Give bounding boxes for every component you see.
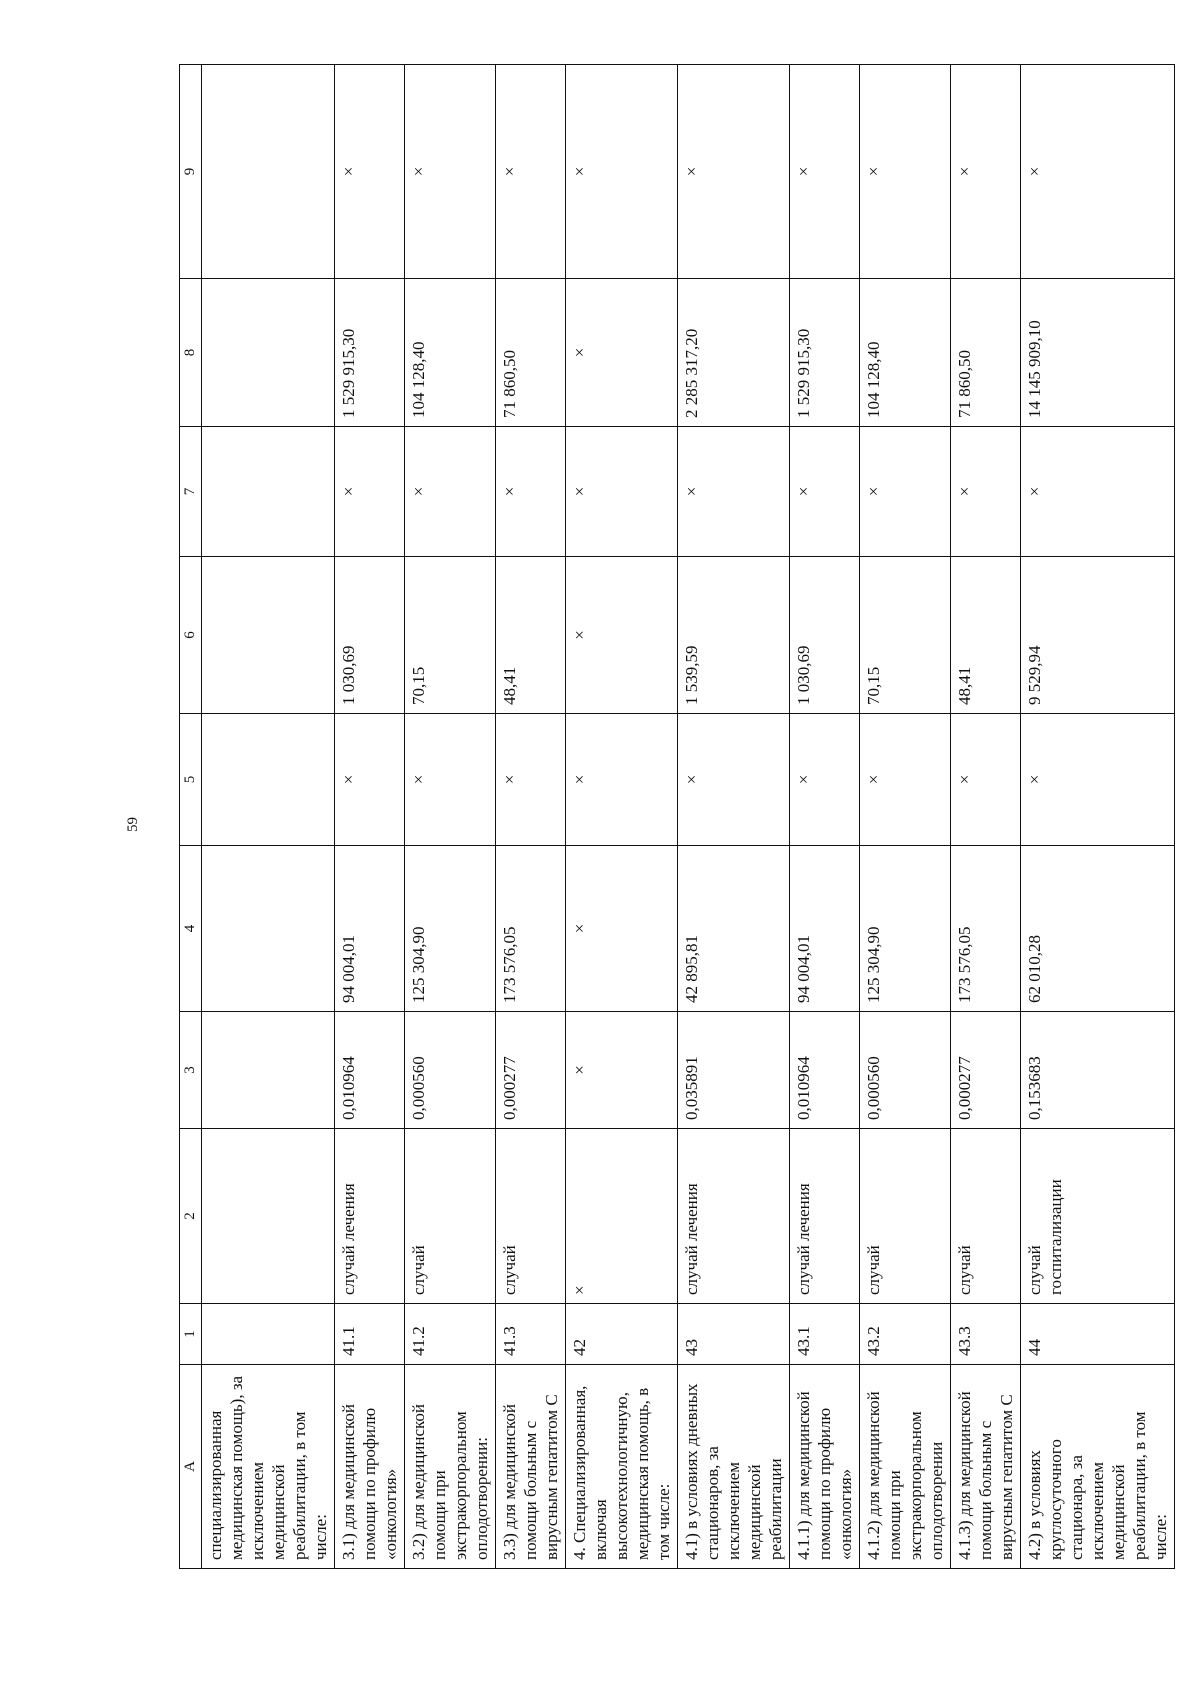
column-header: 9 bbox=[180, 65, 202, 279]
table-cell bbox=[202, 1304, 335, 1365]
column-header: 8 bbox=[180, 279, 202, 427]
row-label-cell: 4.1.2) для медицинской помощи при экстракорпоральном оплодотворении bbox=[860, 1365, 951, 1569]
table-cell bbox=[202, 557, 335, 714]
row-label-cell: специализированная медицинская помощь), за исключением медицинской реабилитации, в том числе: bbox=[202, 1365, 335, 1569]
page-number: 59 bbox=[125, 817, 141, 832]
table-cell: 1 529 915,30 bbox=[790, 279, 860, 427]
table-cell: × bbox=[951, 714, 1021, 846]
table-cell: × bbox=[496, 427, 566, 557]
table-cell: × bbox=[1021, 65, 1175, 279]
table-row bbox=[496, 65, 566, 1569]
table-cell: 1 539,59 bbox=[678, 557, 790, 714]
column-header: 6 bbox=[180, 557, 202, 714]
table-cell: × bbox=[790, 427, 860, 557]
table-cell: × bbox=[566, 1129, 678, 1304]
table-cell: × bbox=[335, 65, 405, 279]
row-label-cell: 4.2) в условиях круглосуточного стационара, за исключением медицинской реабилитации, в том числе: bbox=[1021, 1365, 1175, 1569]
table-row bbox=[335, 65, 405, 1569]
table-cell: 0,035891 bbox=[678, 1012, 790, 1129]
table-cell: случай госпитализации bbox=[1021, 1129, 1175, 1304]
table-cell: × bbox=[566, 279, 678, 427]
table-cell: 0,153683 bbox=[1021, 1012, 1175, 1129]
table-cell bbox=[202, 846, 335, 1012]
table-cell: 71 860,50 bbox=[496, 279, 566, 427]
table-cell: × bbox=[566, 714, 678, 846]
table-cell: × bbox=[335, 427, 405, 557]
row-label-cell: 4. Специализированная, включая высокотехнологичную, медицинская помощь, в том числе: bbox=[566, 1365, 678, 1569]
table-cell: случай лечения bbox=[790, 1129, 860, 1304]
table-cell: 70,15 bbox=[405, 557, 496, 714]
table-cell: × bbox=[860, 65, 951, 279]
table-cell: × bbox=[1021, 427, 1175, 557]
column-header: 4 bbox=[180, 846, 202, 1012]
table-cell: × bbox=[860, 427, 951, 557]
row-label-cell: 4.1.1) для медицинской помощи по профилю «онкология» bbox=[790, 1365, 860, 1569]
table-cell: 48,41 bbox=[496, 557, 566, 714]
table-row bbox=[405, 65, 496, 1569]
table-row bbox=[790, 65, 860, 1569]
table-cell: × bbox=[496, 65, 566, 279]
table-cell: 94 004,01 bbox=[335, 846, 405, 1012]
table-cell: 125 304,90 bbox=[860, 846, 951, 1012]
row-label-cell: 3.1) для медицинской помощи по профилю «онкология» bbox=[335, 1365, 405, 1569]
row-label-cell: 3.2) для медицинской помощи при экстракорпоральном оплодотворении: bbox=[405, 1365, 496, 1569]
table-cell: 70,15 bbox=[860, 557, 951, 714]
table-cell: случай bbox=[951, 1129, 1021, 1304]
table-cell: 43.2 bbox=[860, 1304, 951, 1365]
row-label-cell: 3.3) для медицинской помощи больным с вирусным гепатитом С bbox=[496, 1365, 566, 1569]
table-cell: × bbox=[496, 714, 566, 846]
table-cell: × bbox=[566, 557, 678, 714]
table-cell: 1 030,69 bbox=[335, 557, 405, 714]
table-cell bbox=[202, 427, 335, 557]
table-cell: × bbox=[951, 427, 1021, 557]
table-cell: × bbox=[790, 714, 860, 846]
table-cell: 44 bbox=[1021, 1304, 1175, 1365]
table-cell bbox=[202, 65, 335, 279]
row-label-cell: 4.1) в условиях дневных стационаров, за исключением медицинской реабилитации bbox=[678, 1365, 790, 1569]
table-cell: случай bbox=[405, 1129, 496, 1304]
table-cell: 71 860,50 bbox=[951, 279, 1021, 427]
column-header: 3 bbox=[180, 1012, 202, 1129]
column-header: 5 bbox=[180, 714, 202, 846]
table-cell: × bbox=[951, 65, 1021, 279]
table-cell: 173 576,05 bbox=[496, 846, 566, 1012]
table-cell: × bbox=[790, 65, 860, 279]
table-cell: 104 128,40 bbox=[405, 279, 496, 427]
table-cell: 42 bbox=[566, 1304, 678, 1365]
table-cell: 104 128,40 bbox=[860, 279, 951, 427]
table-cell: × bbox=[566, 846, 678, 1012]
table-cell: × bbox=[405, 427, 496, 557]
data-table bbox=[179, 64, 1175, 1569]
table-cell: 42 895,81 bbox=[678, 846, 790, 1012]
table-cell: × bbox=[405, 65, 496, 279]
table-body bbox=[202, 65, 1175, 1569]
table-cell: 0,010964 bbox=[790, 1012, 860, 1129]
column-header: 7 bbox=[180, 427, 202, 557]
table-cell: 0,010964 bbox=[335, 1012, 405, 1129]
table-cell: 0,000277 bbox=[951, 1012, 1021, 1129]
table-cell: случай лечения bbox=[678, 1129, 790, 1304]
table-cell: 43.3 bbox=[951, 1304, 1021, 1365]
table-cell: 94 004,01 bbox=[790, 846, 860, 1012]
table-row bbox=[202, 65, 335, 1569]
table-cell: случай bbox=[860, 1129, 951, 1304]
table-cell: 14 145 909,10 bbox=[1021, 279, 1175, 427]
table-cell: × bbox=[566, 1012, 678, 1129]
table-cell: 41.2 bbox=[405, 1304, 496, 1365]
column-header: А bbox=[180, 1365, 202, 1569]
table-cell: 125 304,90 bbox=[405, 846, 496, 1012]
table-cell: × bbox=[566, 427, 678, 557]
table-row bbox=[860, 65, 951, 1569]
rotated-table-wrapper bbox=[179, 65, 1170, 1569]
table-header bbox=[180, 65, 202, 1569]
table-cell: 62 010,28 bbox=[1021, 846, 1175, 1012]
table-cell: случай bbox=[496, 1129, 566, 1304]
table-cell bbox=[202, 1129, 335, 1304]
column-header: 2 bbox=[180, 1129, 202, 1304]
table-cell: × bbox=[566, 65, 678, 279]
table-cell: случай лечения bbox=[335, 1129, 405, 1304]
table-cell bbox=[202, 714, 335, 846]
table-cell: × bbox=[678, 714, 790, 846]
table-cell bbox=[202, 1012, 335, 1129]
table-cell: 173 576,05 bbox=[951, 846, 1021, 1012]
table-cell: × bbox=[678, 427, 790, 557]
table-cell: 43.1 bbox=[790, 1304, 860, 1365]
table-row bbox=[951, 65, 1021, 1569]
table-row bbox=[678, 65, 790, 1569]
table-cell: × bbox=[860, 714, 951, 846]
table-cell: × bbox=[405, 714, 496, 846]
table-cell: 1 030,69 bbox=[790, 557, 860, 714]
header-row bbox=[180, 65, 202, 1569]
table-cell: × bbox=[678, 65, 790, 279]
table-cell: 2 285 317,20 bbox=[678, 279, 790, 427]
table-row bbox=[1021, 65, 1175, 1569]
table-cell: 43 bbox=[678, 1304, 790, 1365]
table-cell: 41.3 bbox=[496, 1304, 566, 1365]
table-cell: 1 529 915,30 bbox=[335, 279, 405, 427]
table-cell: 0,000560 bbox=[405, 1012, 496, 1129]
table-cell: 9 529,94 bbox=[1021, 557, 1175, 714]
table-cell: × bbox=[1021, 714, 1175, 846]
row-label-cell: 4.1.3) для медицинской помощи больным с вирусным гепатитом С bbox=[951, 1365, 1021, 1569]
column-header: 1 bbox=[180, 1304, 202, 1365]
table-cell bbox=[202, 279, 335, 427]
table-cell: 0,000560 bbox=[860, 1012, 951, 1129]
table-cell: 41.1 bbox=[335, 1304, 405, 1365]
table-cell: 48,41 bbox=[951, 557, 1021, 714]
table-row bbox=[566, 65, 678, 1569]
table-cell: 0,000277 bbox=[496, 1012, 566, 1129]
table-cell: × bbox=[335, 714, 405, 846]
